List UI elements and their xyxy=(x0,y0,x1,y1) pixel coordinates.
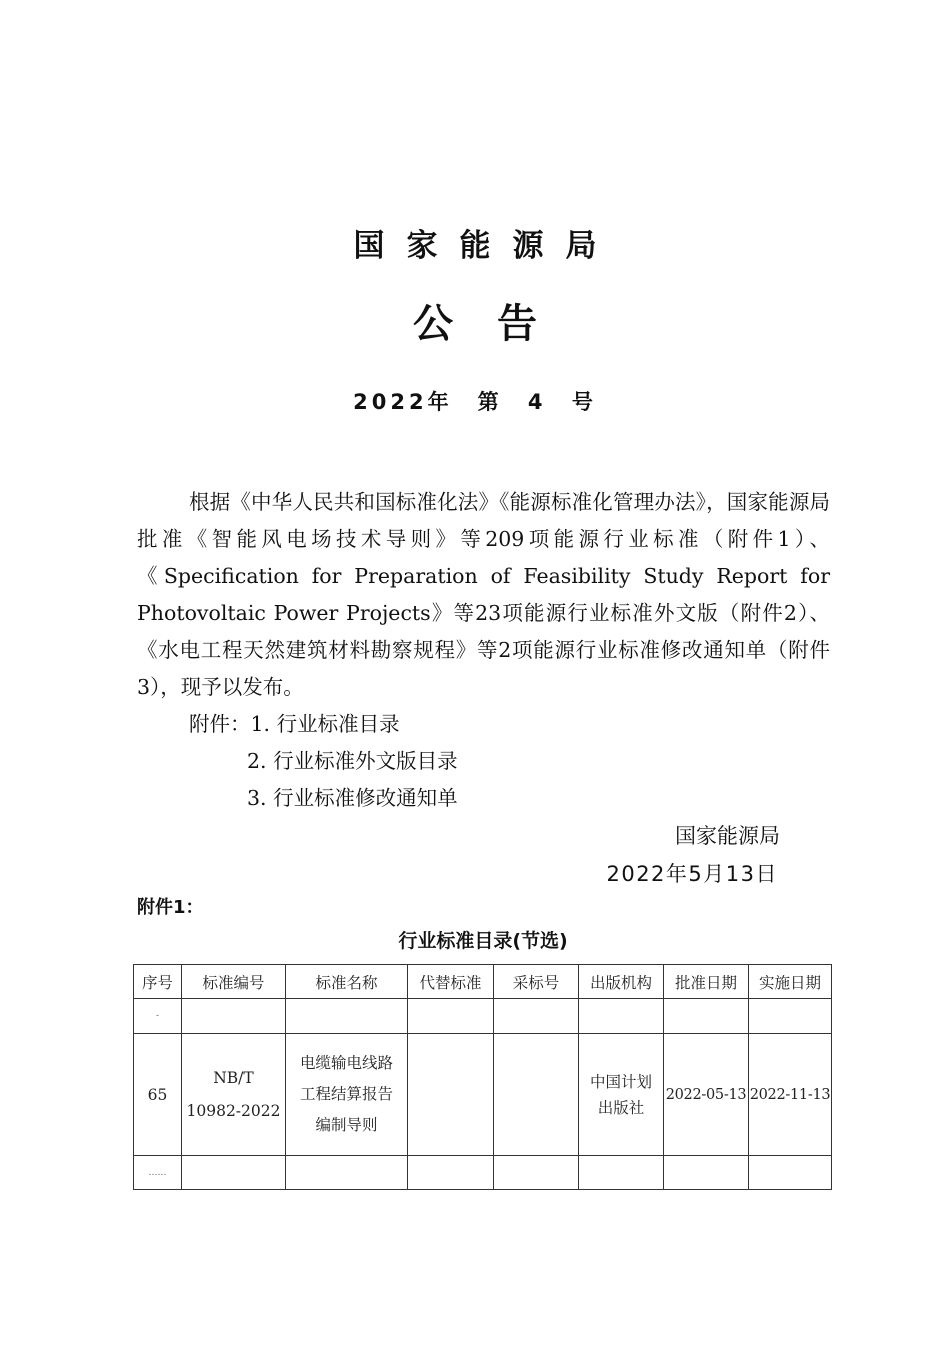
header-replaced: 代替标准 xyxy=(408,965,494,999)
cell-std-name xyxy=(286,1156,408,1190)
table-title: 行业标准目录(节选) xyxy=(398,930,568,952)
cell-replaced xyxy=(408,999,494,1034)
org-heading: 国家能源局 xyxy=(353,228,619,264)
cell-approval-date xyxy=(664,1156,749,1190)
cell-effective-date: 2022-11-13 xyxy=(749,1034,832,1156)
table-row xyxy=(134,999,832,1034)
table-row xyxy=(134,1034,832,1156)
cell-std-no: NB/T 10982-2022 xyxy=(182,1034,286,1156)
header-std-no: 标准编号 xyxy=(182,965,286,999)
table-row xyxy=(134,1156,832,1190)
header-seq: 序号 xyxy=(134,965,182,999)
cell-std-no xyxy=(182,999,286,1034)
cell-std-name: 电缆输电线路工程结算报告编制导则 xyxy=(286,1034,408,1156)
header-approval-date: 批准日期 xyxy=(664,965,749,999)
cell-adopted xyxy=(494,1156,579,1190)
notice-number: 2022年 第 4 号 xyxy=(353,390,597,414)
cell-seq: 65 xyxy=(134,1034,182,1156)
cell-effective-date xyxy=(749,1156,832,1190)
cell-seq: …… xyxy=(134,1156,182,1190)
cell-adopted xyxy=(494,999,579,1034)
signature-date: 2022年5月13日 xyxy=(606,862,778,886)
body-paragraph: 根据《中华人民共和国标准化法》《能源标准化管理办法》，国家能源局批准《智能风电场技术导则》等209项能源行业标准（附件1）、《Specification for Preparation of Feasibility Study Report for Photovoltaic Power Projects》等23项能源行业标准外文版（附件2）、《水电工程天然建筑材料勘察规程》等2项能源行业标准修改通知单（附件3），现予以发布。 xyxy=(137,490,830,699)
attachment-item-1: 附件：1. 行业标准目录 xyxy=(189,712,400,736)
cell-adopted xyxy=(494,1034,579,1156)
cell-publisher: 中国计划出版社 xyxy=(579,1034,664,1156)
cell-std-no xyxy=(182,1156,286,1190)
notice-body xyxy=(137,484,830,706)
cell-replaced xyxy=(408,1034,494,1156)
cell-effective-date xyxy=(749,999,832,1034)
cell-seq: - xyxy=(134,999,182,1034)
annex-label: 附件1： xyxy=(137,897,204,918)
cell-approval-date: 2022-05-13 xyxy=(664,1034,749,1156)
table-header-row xyxy=(134,965,832,999)
header-std-name: 标准名称 xyxy=(286,965,408,999)
cell-std-name xyxy=(286,999,408,1034)
header-effective-date: 实施日期 xyxy=(749,965,832,999)
signature-org: 国家能源局 xyxy=(675,824,780,848)
header-publisher: 出版机构 xyxy=(579,965,664,999)
header-adopted: 采标号 xyxy=(494,965,579,999)
attachment-item-3: 3. 行业标准修改通知单 xyxy=(247,786,458,810)
attachment-item-2: 2. 行业标准外文版目录 xyxy=(247,749,458,773)
cell-publisher xyxy=(579,1156,664,1190)
cell-approval-date xyxy=(664,999,749,1034)
cell-publisher xyxy=(579,999,664,1034)
cell-replaced xyxy=(408,1156,494,1190)
notice-heading: 公告 xyxy=(413,301,581,347)
standards-table xyxy=(133,964,832,1190)
